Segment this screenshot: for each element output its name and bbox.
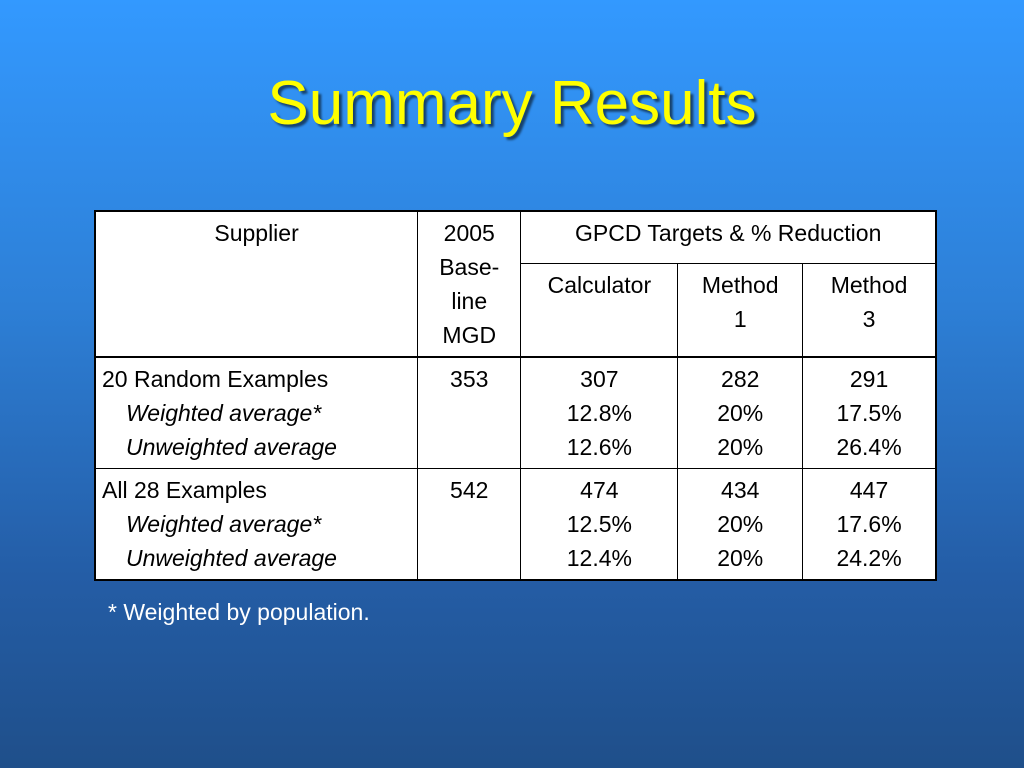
calculator-cell [521,357,678,469]
header-calculator: Calculator [521,263,678,357]
calculator-weighted: 12.5% [566,511,632,537]
header-method-3 [803,263,936,357]
baseline-cell: 542 [418,469,521,581]
method-3-value: 291 [849,366,889,392]
header-method-3-line-1: Method [830,271,908,298]
slide-title: Summary Results [267,69,757,138]
table-row [95,357,936,469]
baseline-cell: 353 [418,357,521,469]
method-3-weighted: 17.5% [836,400,902,426]
supplier-cell [95,357,418,469]
method-3-unweighted: 24.2% [836,545,902,571]
supplier-cell [95,469,418,581]
method-1-weighted: 20% [717,400,764,426]
calculator-unweighted: 12.4% [566,545,632,571]
calculator-value: 474 [580,477,619,503]
calculator-value: 307 [580,366,619,392]
header-supplier: Supplier [95,211,418,357]
header-method-1 [678,263,803,357]
unweighted-label: Unweighted average [126,545,337,571]
method-3-weighted: 17.6% [836,511,902,537]
table-row [95,469,936,581]
header-baseline-line-1: 2005 [443,220,495,246]
method-1-value: 434 [721,477,760,503]
method-1-cell [678,469,803,581]
unweighted-label: Unweighted average [126,434,337,460]
weighted-label: Weighted average* [126,400,322,426]
method-3-value: 447 [849,477,889,503]
method-1-value: 282 [721,366,760,392]
calculator-cell [521,469,678,581]
supplier-name: All 28 Examples [102,477,267,503]
header-baseline-line-4: MGD [442,322,497,348]
weighted-label: Weighted average* [126,511,322,537]
footnote: * Weighted by population. [108,599,370,625]
header-method-1-line-1: Method [701,271,779,298]
header-method-1-line-2: 1 [733,305,747,332]
method-1-unweighted: 20% [717,545,764,571]
method-3-unweighted: 26.4% [836,434,902,460]
supplier-name: 20 Random Examples [102,366,329,392]
header-row-top [95,211,936,263]
header-baseline-line-3: line [451,288,488,314]
header-baseline [418,211,521,357]
method-1-unweighted: 20% [717,434,764,460]
header-gpcd-targets: GPCD Targets & % Reduction [521,211,936,263]
calculator-weighted: 12.8% [566,400,632,426]
method-3-cell [803,357,936,469]
header-baseline-line-2: Base- [439,254,500,280]
method-1-cell [678,357,803,469]
header-method-3-line-2: 3 [862,305,876,332]
summary-results-table [94,210,937,581]
method-1-weighted: 20% [717,511,764,537]
method-3-cell [803,469,936,581]
calculator-unweighted: 12.6% [566,434,632,460]
